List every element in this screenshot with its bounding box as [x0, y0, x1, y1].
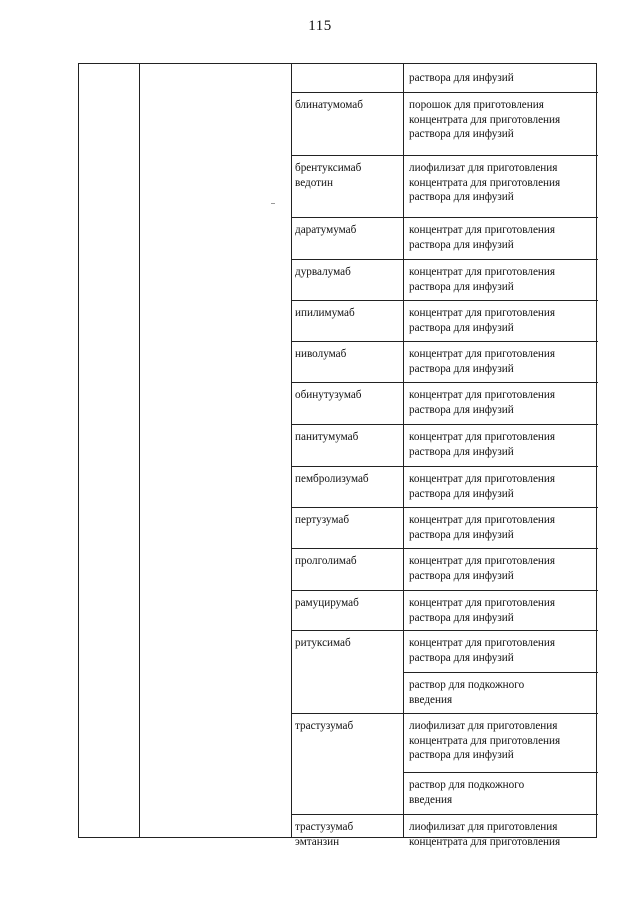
drug-table — [78, 63, 597, 848]
drug-name: пембролизумаб — [295, 473, 369, 485]
drug-name: ипилимумаб — [295, 307, 355, 319]
table-row-divider — [291, 507, 598, 508]
dosage-form: концентрат для приготовления раствора для инфузий — [409, 389, 556, 416]
dosage-form: порошок для приготовления концентрата для приготовления раствора для инфузий — [409, 99, 561, 141]
dosage-form: концентрат для приготовления раствора для инфузий — [409, 431, 556, 458]
dosage-form: концентрат для приготовления раствора для инфузий — [409, 637, 556, 664]
drug-name: ритуксимаб — [295, 637, 351, 649]
drug-name: даратумумаб — [295, 224, 357, 236]
dosage-form: лиофилизат для приготовления концентрата для приготовления раствора для инфузий — [409, 720, 561, 762]
drug-name: брентуксимаб ведотин — [295, 162, 362, 189]
drug-name: блинатумомаб — [295, 99, 363, 111]
scan-speck — [271, 203, 275, 204]
table-row-divider — [291, 341, 598, 342]
drug-name: трастузумаб эмтанзин — [295, 821, 354, 848]
dosage-form: концентрат для приготовления раствора для инфузий — [409, 597, 556, 624]
dosage-form: концентрат для приготовления раствора для инфузий — [409, 473, 556, 500]
page-number: 115 — [308, 18, 332, 34]
table-row-divider — [291, 630, 598, 631]
dosage-form: лиофилизат для приготовления концентрата для приготовления — [409, 821, 561, 848]
form-divider — [403, 672, 598, 673]
dosage-form: концентрат для приготовления раствора для инфузий — [409, 555, 556, 582]
dosage-form: концентрат для приготовления раствора для инфузий — [409, 266, 556, 293]
table-row-divider — [291, 814, 598, 815]
table-row-divider — [291, 590, 598, 591]
table-row-divider — [291, 466, 598, 467]
form-divider — [403, 772, 598, 773]
dosage-form: концентрат для приготовления раствора для инфузий — [409, 307, 556, 334]
table-row-divider — [291, 217, 598, 218]
drug-name: пролголимаб — [295, 555, 357, 567]
drug-name: дурвалумаб — [295, 266, 351, 278]
table-row-divider — [291, 92, 598, 93]
table-row-divider — [291, 259, 598, 260]
drug-name: обинутузумаб — [295, 389, 362, 401]
dosage-form: раствор для подкожного введения — [409, 779, 525, 806]
table-row-divider — [291, 548, 598, 549]
dosage-form: раствор для подкожного введения — [409, 679, 525, 706]
table-row-divider — [291, 155, 598, 156]
dosage-form: лиофилизат для приготовления концентрата для приготовления раствора для инфузий — [409, 162, 561, 204]
column-divider — [139, 64, 140, 837]
dosage-form: концентрат для приготовления раствора для инфузий — [409, 224, 556, 251]
table-row-divider — [291, 382, 598, 383]
table-row-divider — [291, 713, 598, 714]
dosage-form: раствора для инфузий — [409, 72, 514, 84]
dosage-form: концентрат для приготовления раствора для инфузий — [409, 348, 556, 375]
table-row-divider — [291, 424, 598, 425]
drug-name: ниволумаб — [295, 348, 347, 360]
drug-name: рамуцирумаб — [295, 597, 359, 609]
drug-name: панитумумаб — [295, 431, 359, 443]
dosage-form: концентрат для приготовления раствора для инфузий — [409, 514, 556, 541]
table-row-divider — [291, 300, 598, 301]
column-divider — [403, 64, 404, 837]
drug-name: пертузумаб — [295, 514, 350, 526]
drug-name: трастузумаб — [295, 720, 354, 732]
column-divider — [291, 64, 292, 837]
